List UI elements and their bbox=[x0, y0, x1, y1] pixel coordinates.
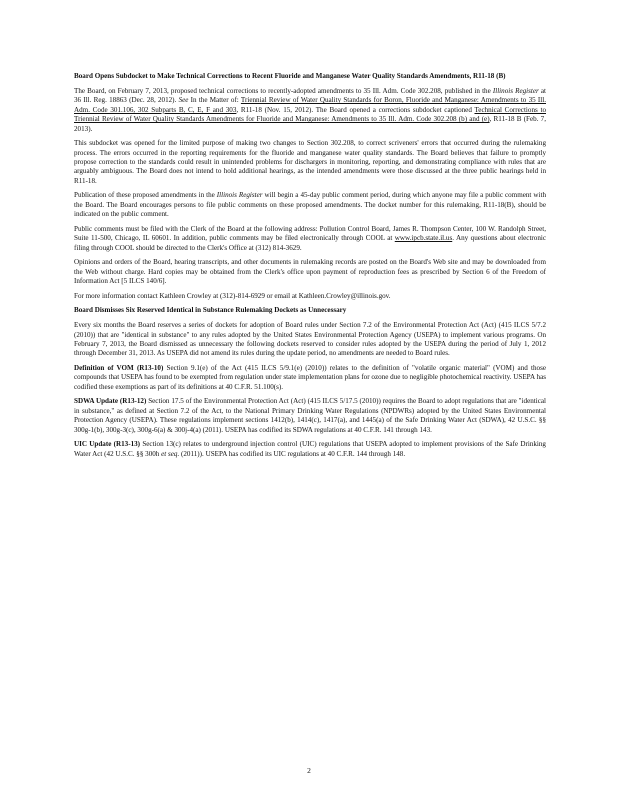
text-run: Publication of these proposed amendments in the bbox=[74, 191, 217, 200]
paragraph-publication bbox=[74, 191, 546, 219]
paragraph-purpose: This subdocket was opened for the limited purpose of making two changes to Section 302.208, to correct scriveners' errors that occurred during the rulemaking process. The errors occurred in the reporting requirements for the fluoride and manganese water quality standards. The Board believes that failure to promptly propose correction to the standards could result in unintended problems for dischargers in monitoring, reporting, and demonstrating compliance with rules that are arguably ambiguous. The Board does not intend to hold additional hearings, as the intended amendments were those discussed at the three public hearings held in R11-18. bbox=[74, 139, 546, 185]
section-heading-dismisses: Board Dismisses Six Reserved Identical in Substance Rulemaking Dockets as Unnecessary bbox=[74, 306, 347, 315]
text-run: (2011)). USEPA has codified its UIC regulations at 40 C.F.R. 144 through 148. bbox=[179, 449, 406, 458]
text-run: , R11-18 (Nov. 15, 2012). The Board opened a corrections subdocket captioned bbox=[236, 105, 475, 114]
paragraph-opinions: Opinions and orders of the Board, hearing transcripts, and other documents in rulemaking records are posted on the Board's Web site and may be downloaded from the Web without charge. Hard copies may be obtained from the Clerk's office upon payment of reproduction fees as prescribed by Section 6 of the Freedom of Information Act [5 ILCS 140/6]. bbox=[74, 258, 546, 286]
docket-label-sdwa: SDWA Update (R13-12) bbox=[74, 397, 147, 406]
document-body bbox=[74, 72, 546, 464]
text-run: Public comments must be filed with the Clerk of the Board at the following address: Pollution Control Board, James R. Thompson Center, 100 W. Randolph Street, Suite 11-500, Chicago, IL 60601. In addition, public comments may be filed electronically through COOL at bbox=[74, 224, 546, 243]
paragraph-uic bbox=[74, 440, 546, 459]
section-heading-subdocket: Board Opens Subdocket to Make Technical Corrections to Recent Fluoride and Manganese Water Quality Standards Amendments, R11-18 (B) bbox=[74, 72, 506, 80]
text-run: In the Matter of: bbox=[188, 96, 241, 105]
paragraph-public-comments bbox=[74, 225, 546, 253]
paragraph-proposal bbox=[74, 87, 546, 134]
paragraph-reserved-dockets: Every six months the Board reserves a series of dockets for adoption of Board rules under Section 7.2 of the Environmental Protection Act (Act) (415 ILCS 5/7.2 (2010)) that are "identical in substance" to any rules adopted by the United States Environmental Protection Agency (USEPA) to implement various programs. On February 7, 2013, the Board dismissed as unnecessary the following dockets reserved to consider rules adopted by the USEPA during the period of July 1, 2012 through December 31, 2013. As USEPA did not amend its rules during the update period, no amendments are needed to Board rules. bbox=[74, 321, 546, 358]
website-link[interactable]: www.ipcb.state.il.us bbox=[394, 234, 453, 243]
text-run: Section 17.5 of the Environmental Protection Act (Act) (415 ILCS 5/17.5 (2010)) requires the Board to adopt regulations that are "identical in substance," as defined at Section 7.2 of the Act, to the National Primary Drinking Water Regulations (NPDWRs) adopted by the United States Environmental Protection Agency (USEPA). These regulations implement sections 1412(b), 1414(c), 1417(a), and 1445(a) of the Safe Drinking Water Act (SDWA), 42 U.S.C. §§ 300g-1(b), 300g-3(c), 300g-6(a) & 300j-4(a) (2011). USEPA has codified its SDWA regulations at 40 C.F.R. 141 through 143. bbox=[74, 397, 546, 434]
et-seq: et seq. bbox=[161, 449, 180, 458]
case-title-technical-corrections: Technical Corrections to Triennial Review of Water Quality Standards Amendments for Fluoride and Manganese: Amendments to 35 Ill. Adm. Code 302.208 (b) and (e) bbox=[74, 105, 546, 124]
text-run: Section 13(c) relates to underground injection control (UIC) regulations that USEPA adopted to implement provisions of the Safe Drinking Water Act (42 U.S.C. §§ 300h bbox=[74, 440, 546, 458]
text-run: The Board, on February 7, 2013, proposed technical corrections to recently-adopted amendments to 35 Ill. Adm. Code 302.208, published in the bbox=[74, 87, 493, 95]
case-title-triennial-review: Triennial Review of Water Quality Standards for Boron, Fluoride and Manganese: Amendments to 35 Ill. Adm. Code 301.106, 302 Subparts B, C, E, F and 303 bbox=[74, 96, 546, 114]
paragraph-vom bbox=[74, 364, 546, 392]
docket-label-vom: Definition of VOM (R13-10) bbox=[74, 364, 164, 373]
text-run: . Any questions about electronic filing through COOL should be directed to the Clerk's Office at (312) 814-3629. bbox=[74, 234, 546, 252]
docket-label-uic: UIC Update (R13-13) bbox=[74, 440, 141, 449]
text-run: Section 9.1(e) of the Act (415 ILCS 5/9.1(e) (2010)) relates to the definition of "volatile organic material" (VOM) and those compounds that USEPA has found to be exempted from regulation under state implementation plans for ozone due to negligible photochemical reactivity. USEPA has codified these exemptions as part of its definitions at 40 C.F.R. 51.100(s). bbox=[74, 364, 546, 391]
page-number: 2 bbox=[307, 766, 311, 775]
register-title: Illinois Register bbox=[492, 87, 539, 95]
text-run: , R11-18 B (Feb. 7, 2013). bbox=[74, 115, 546, 133]
paragraph-sdwa bbox=[74, 397, 546, 435]
paragraph-contact: For more information contact Kathleen Crowley at (312)-814-6929 or email at Kathleen.Crowley@illinois.gov. bbox=[74, 291, 391, 300]
see-signal: See bbox=[178, 96, 189, 105]
text-run: will begin a 45-day public comment period, during which anyone may file a public comment with the Board. The Board encourages persons to file public comments on these proposed amendments. The docket number for this rulemaking, R11-18(B), should be indicated on the public comment. bbox=[74, 191, 546, 219]
register-title: Illinois Register bbox=[216, 191, 263, 200]
text-run: at 36 Ill. Reg. 18863 (Dec. 28, 2012). bbox=[74, 87, 547, 105]
